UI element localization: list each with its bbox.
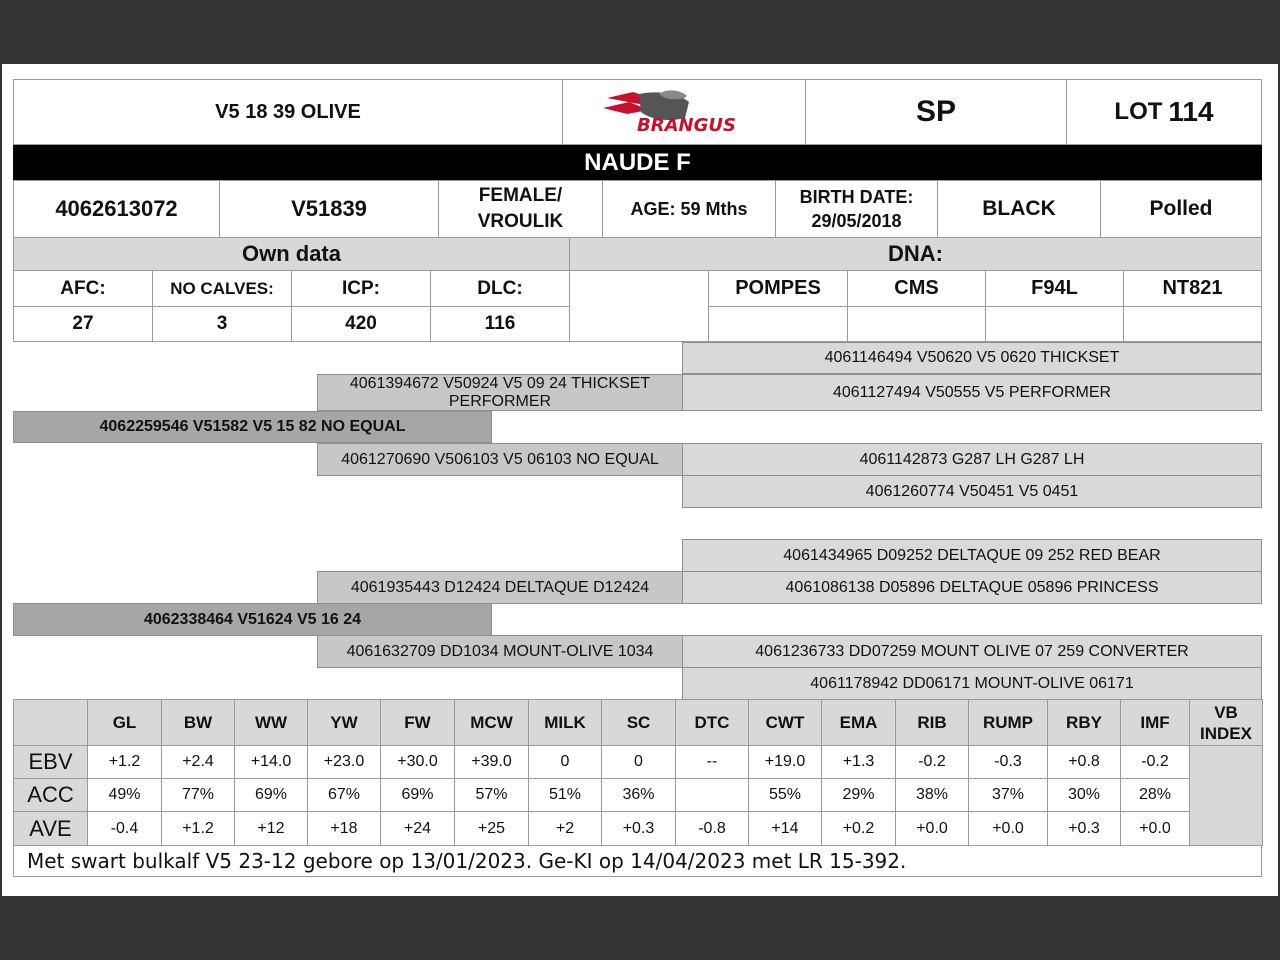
ebv-header: SC	[601, 699, 676, 746]
own-data-value: 27	[13, 306, 153, 342]
pedigree-sire-sire: 4061394672 V50924 V5 09 24 THICKSET PERFORMER	[317, 374, 683, 411]
pedigree-sire: 4062259546 V51582 V5 15 82 NO EQUAL	[13, 411, 492, 443]
pedigree-sire-dam: 4061270690 V506103 V5 06103 NO EQUAL	[317, 443, 683, 476]
ebv-value: 0	[528, 745, 602, 779]
ebv-header: RIB	[895, 699, 969, 746]
ebv-value: +0.0	[968, 811, 1048, 846]
ebv-value: +12	[234, 811, 308, 846]
animal-name: V5 18 39 OLIVE	[13, 79, 563, 145]
ebv-value: +39.0	[454, 745, 529, 779]
category-code: SP	[805, 79, 1067, 145]
sex-line2: VROULIK	[477, 211, 564, 232]
ebv-value: +2.4	[161, 745, 235, 779]
dna-value	[847, 306, 986, 342]
ebv-header: DTC	[675, 699, 749, 746]
ebv-value: -0.8	[675, 811, 749, 846]
bull-logo-icon	[599, 88, 769, 136]
birth-date-label: BIRTH DATE:	[799, 187, 914, 207]
ebv-value: +24	[380, 811, 455, 846]
ebv-row-label: EBV	[13, 745, 88, 779]
ebv-value: 29%	[821, 778, 896, 812]
ebv-header: BW	[161, 699, 235, 746]
pedigree-dam-sire-dam: 4061086138 D05896 DELTAQUE 05896 PRINCESS	[682, 571, 1262, 604]
ebv-value: -0.2	[895, 745, 969, 779]
vb-index-header-line: VB	[1214, 702, 1238, 722]
ebv-value: 30%	[1047, 778, 1121, 812]
ebv-value: +0.8	[1047, 745, 1121, 779]
dna-value	[708, 306, 848, 342]
ebv-value: -0.3	[968, 745, 1048, 779]
ebv-value: 0	[601, 745, 676, 779]
ebv-value: 55%	[748, 778, 822, 812]
ebv-value: +19.0	[748, 745, 822, 779]
ebv-value: -0.4	[87, 811, 162, 846]
dna-value	[985, 306, 1124, 342]
sex	[438, 180, 603, 238]
pedigree-sire-sire-sire: 4061146494 V50620 V5 0620 THICKSET	[682, 342, 1262, 374]
lot-number	[1066, 79, 1262, 145]
birth-date-value: 29/05/2018	[811, 211, 902, 231]
own-data-header: ICP:	[291, 270, 431, 307]
own-data-value: 116	[430, 306, 570, 342]
ebv-value: +0.3	[1047, 811, 1121, 846]
ebv-header: FW	[380, 699, 455, 746]
logo-text: BRANGUS	[637, 115, 736, 136]
ebv-header: CWT	[748, 699, 822, 746]
ebv-value: 57%	[454, 778, 529, 812]
brangus-logo	[562, 79, 806, 145]
ebv-value: 36%	[601, 778, 676, 812]
own-data-value: 420	[291, 306, 431, 342]
ebv-value: 51%	[528, 778, 602, 812]
vb-index-value	[1189, 745, 1263, 846]
age: AGE: 59 Mths	[602, 180, 776, 238]
dna-header: NT821	[1123, 270, 1262, 307]
breeder-name: NAUDE F	[584, 148, 691, 176]
pedigree-dam-sire-sire: 4061434965 D09252 DELTAQUE 09 252 RED BEAR	[682, 539, 1262, 572]
breeder-bar	[13, 145, 1262, 180]
own-data-title: Own data	[13, 237, 570, 271]
ebv-value: +1.2	[87, 745, 162, 779]
dna-title: DNA:	[569, 237, 1262, 271]
sex-line1: FEMALE/	[478, 185, 563, 206]
pedigree-dam-dam-sire: 4061236733 DD07259 MOUNT OLIVE 07 259 CONVERTER	[682, 635, 1262, 668]
vb-index-header-line: INDEX	[1200, 723, 1252, 743]
dna-header: F94L	[985, 270, 1124, 307]
note-row	[13, 845, 1262, 877]
vb-index-header	[1189, 699, 1263, 746]
ebv-value: +30.0	[380, 745, 455, 779]
birth-date	[775, 180, 938, 238]
note-text: Met swart bulkalf V5 23-12 gebore op 13/01/2023. Ge-KI op 14/04/2023 met LR 15-392.	[27, 849, 907, 873]
ebv-value: -0.2	[1120, 745, 1190, 779]
ebv-value: --	[675, 745, 749, 779]
ebv-value: +0.3	[601, 811, 676, 846]
ebv-value: +0.2	[821, 811, 896, 846]
ebv-header: IMF	[1120, 699, 1190, 746]
ebv-header: MILK	[528, 699, 602, 746]
pedigree-dam-dam-dam: 4061178942 DD06171 MOUNT-OLIVE 06171	[682, 667, 1262, 700]
ebv-value: +2	[528, 811, 602, 846]
pedigree-dam: 4062338464 V51624 V5 16 24	[13, 603, 492, 636]
own-data-header: NO CALVES:	[152, 270, 292, 307]
pedigree-sire-sire-dam: 4061127494 V50555 V5 PERFORMER	[682, 374, 1262, 411]
ebv-header: WW	[234, 699, 308, 746]
ebv-value: 67%	[307, 778, 381, 812]
ebv-header: MCW	[454, 699, 529, 746]
ebv-value: +0.0	[1120, 811, 1190, 846]
ebv-value: 37%	[968, 778, 1048, 812]
ebv-value: 28%	[1120, 778, 1190, 812]
ebv-value: +18	[307, 811, 381, 846]
ebv-row-label: AVE	[13, 811, 88, 846]
ebv-value: +14.0	[234, 745, 308, 779]
colour: BLACK	[937, 180, 1101, 238]
ebv-value: 49%	[87, 778, 162, 812]
pedigree-dam-sire: 4061935443 D12424 DELTAQUE D12424	[317, 571, 683, 604]
lot-label: LOT	[1114, 98, 1163, 125]
ebv-header: EMA	[821, 699, 896, 746]
pedigree-dam-dam: 4061632709 DD1034 MOUNT-OLIVE 1034	[317, 635, 683, 668]
ebv-header: RBY	[1047, 699, 1121, 746]
ebv-header: YW	[307, 699, 381, 746]
ebv-row-label: ACC	[13, 778, 88, 812]
ebv-value: +23.0	[307, 745, 381, 779]
pedigree-sire-dam-dam: 4061260774 V50451 V5 0451	[682, 475, 1262, 508]
own-data-header: DLC:	[430, 270, 570, 307]
dna-spacer	[569, 270, 709, 342]
ebv-value: +0.0	[895, 811, 969, 846]
dna-header: POMPES	[708, 270, 848, 307]
ebv-value: 77%	[161, 778, 235, 812]
ebv-corner	[13, 699, 88, 746]
ebv-value: 69%	[380, 778, 455, 812]
own-data-header: AFC:	[13, 270, 153, 307]
id-number: 4062613072	[13, 180, 220, 238]
ebv-value	[675, 778, 749, 812]
ebv-value: +14	[748, 811, 822, 846]
ebv-header: GL	[87, 699, 162, 746]
horn-status: Polled	[1100, 180, 1262, 238]
ebv-value: +25	[454, 811, 529, 846]
ebv-header: RUMP	[968, 699, 1048, 746]
pedigree-sire-dam-sire: 4061142873 G287 LH G287 LH	[682, 443, 1262, 476]
own-data-value: 3	[152, 306, 292, 342]
ebv-value: 38%	[895, 778, 969, 812]
dna-header: CMS	[847, 270, 986, 307]
ebv-value: +1.3	[821, 745, 896, 779]
ebv-value: +1.2	[161, 811, 235, 846]
lot-value: 114	[1168, 96, 1214, 127]
dna-value	[1123, 306, 1262, 342]
ebv-value: 69%	[234, 778, 308, 812]
herd-id: V51839	[219, 180, 439, 238]
